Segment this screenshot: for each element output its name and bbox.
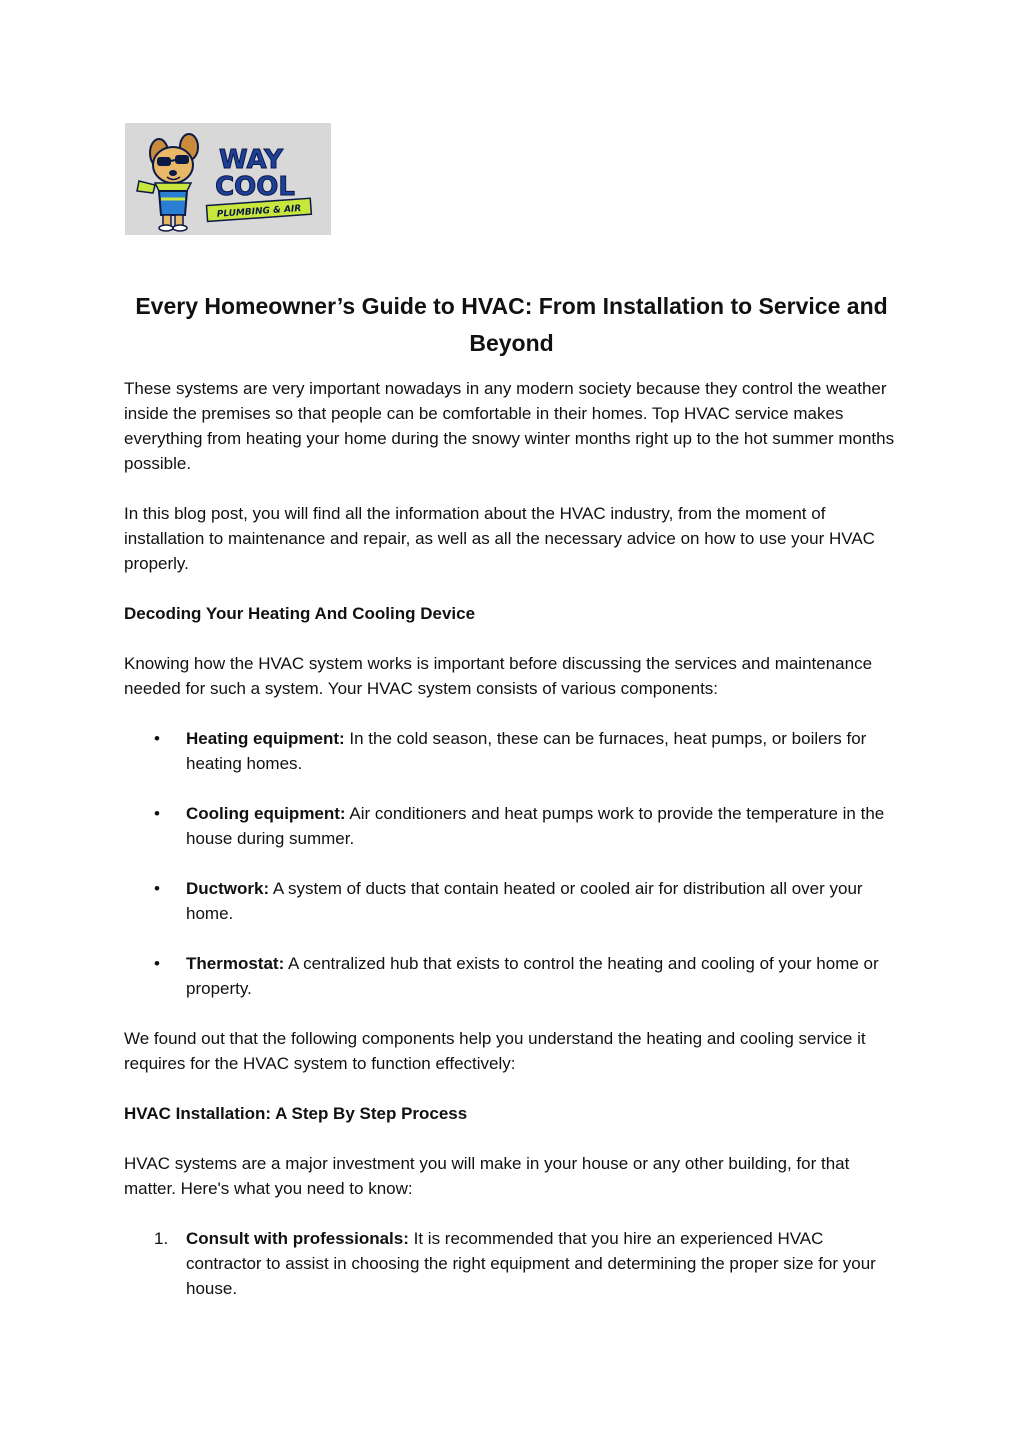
- logo-brand-line1: WAY: [219, 145, 283, 175]
- list-item-text: A system of ducts that contain heated or cooled air for distribution all over your home.: [186, 879, 863, 923]
- bullet-marker: •: [154, 954, 160, 973]
- list-item: [124, 1226, 899, 1301]
- way-cool-logo: [125, 123, 331, 235]
- page-title: Every Homeowner’s Guide to HVAC: From Installation to Service and Beyond: [135, 293, 888, 356]
- list-item-term: Heating equipment:: [186, 729, 345, 748]
- list-item-text: A centralized hub that exists to control the heating and cooling of your home or property.: [186, 954, 879, 998]
- section-heading-decoding: Decoding Your Heating And Cooling Device: [124, 604, 476, 623]
- step-number: 1.: [154, 1229, 169, 1248]
- list-item: [124, 801, 899, 851]
- section-heading-installation: HVAC Installation: A Step By Step Process: [124, 1104, 468, 1123]
- list-item-term: Ductwork:: [186, 879, 270, 898]
- bullet-marker: •: [154, 879, 160, 898]
- list-item: [124, 951, 899, 1001]
- list-item-term: Thermostat:: [186, 954, 285, 973]
- list-item-term: Cooling equipment:: [186, 804, 346, 823]
- intro-paragraph-1: These systems are very important nowadays in any modern society because they control the weather inside the premises so that people can be comfortable in their homes. Top HVAC service makes everything from heating your home during the snowy winter months right up to the hot summer months possible.: [124, 379, 895, 473]
- list-item-text: In the cold season, these can be furnaces, heat pumps, or boilers for heating homes.: [186, 729, 867, 773]
- list-item-term: Consult with professionals:: [186, 1229, 409, 1248]
- article-body: [124, 376, 899, 1301]
- list-item: [124, 726, 899, 776]
- installation-steps-list: [124, 1226, 899, 1301]
- bullet-marker: •: [154, 729, 160, 748]
- logo-brand-line2: COOL: [215, 172, 295, 202]
- list-item-text: Air conditioners and heat pumps work to provide the temperature in the house during summer.: [186, 804, 885, 848]
- list-item-text: It is recommended that you hire an experienced HVAC contractor to assist in choosing the right equipment and determining the proper size for your house.: [186, 1229, 876, 1298]
- section1-lead: Knowing how the HVAC system works is important before discussing the services and maintenance needed for such a system. Your HVAC system consists of various components:: [124, 654, 873, 698]
- section2-lead: HVAC systems are a major investment you will make in your house or any other building, for that matter. Here's what you need to know:: [124, 1154, 850, 1198]
- components-list: [124, 726, 899, 1001]
- logo-tagline: PLUMBING & AIR: [216, 203, 302, 220]
- section1-closing: We found out that the following components help you understand the heating and cooling service it requires for the HVAC system to function effectively:: [124, 1029, 866, 1073]
- list-item: [124, 876, 899, 926]
- dog-mascot-icon: [137, 134, 198, 231]
- bullet-marker: •: [154, 804, 160, 823]
- intro-paragraph-2: In this blog post, you will find all the information about the HVAC industry, from the moment of installation to maintenance and repair, as well as all the necessary advice on how to use your HVAC properly.: [124, 504, 875, 573]
